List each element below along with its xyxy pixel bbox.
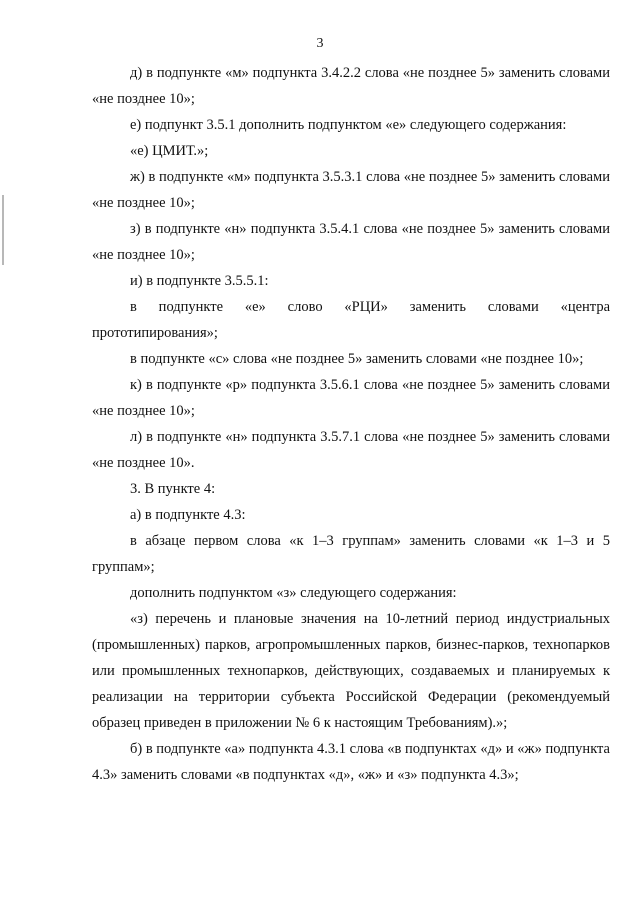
paragraph-k: к) в подпункте «р» подпункта 3.5.6.1 слова «не позднее 5» заменить словами «не позднее 10»; [92,377,610,419]
paragraph-z: з) в подпункте «н» подпункта 3.5.4.1 слова «не позднее 5» заменить словами «не позднее 10»; [92,221,610,263]
paragraph-i: и) в подпункте 3.5.5.1: [130,273,269,289]
paragraph-a: а) в подпункте 4.3: [130,507,246,523]
paragraph-a-1: в абзаце первом слова «к 1–3 группам» заменить словами «к 1–3 и 5 группам»; [92,533,610,575]
paragraph-e-content: «е) ЦМИТ.»; [130,143,209,159]
scan-edge-mark [2,195,4,265]
paragraph-i-2: в подпункте «с» слова «не позднее 5» заменить словами «не позднее 10»; [130,351,584,367]
paragraph-b: б) в подпункте «а» подпункта 4.3.1 слова «в подпунктах «д» и «ж» подпункта 4.3» заменить словами «в подпунктах «д», «ж» и «з» подпункта 4.3»; [92,741,610,783]
document-body [92,60,610,788]
paragraph-d: д) в подпункте «м» подпункта 3.4.2.2 слова «не позднее 5» заменить словами «не позднее 10»; [92,65,610,107]
paragraph-e: е) подпункт 3.5.1 дополнить подпунктом «е» следующего содержания: [130,117,567,133]
paragraph-l: л) в подпункте «н» подпункта 3.5.7.1 слова «не позднее 5» заменить словами «не позднее 10». [92,429,610,471]
section-3-heading: 3. В пункте 4: [130,481,216,497]
page-number: 3 [316,36,324,51]
paragraph-a-2: дополнить подпунктом «з» следующего содержания: [130,585,457,601]
paragraph-i-1: в подпункте «е» слово «РЦИ» заменить словами «центра прототипирования»; [92,299,610,341]
paragraph-zh: ж) в подпункте «м» подпункта 3.5.3.1 слова «не позднее 5» заменить словами «не позднее 10»; [92,169,610,211]
paragraph-z-content: «з) перечень и плановые значения на 10-летний период индустриальных (промышленных) парков, агропромышленных парков, бизнес-парков, технопарков или промышленных технопарков, действующих, создаваемых и планируемых к реализации на территории субъекта Российской Федерации (рекомендуемый образец приведен в приложении № 6 к настоящим Требованиям).»; [92,611,610,731]
